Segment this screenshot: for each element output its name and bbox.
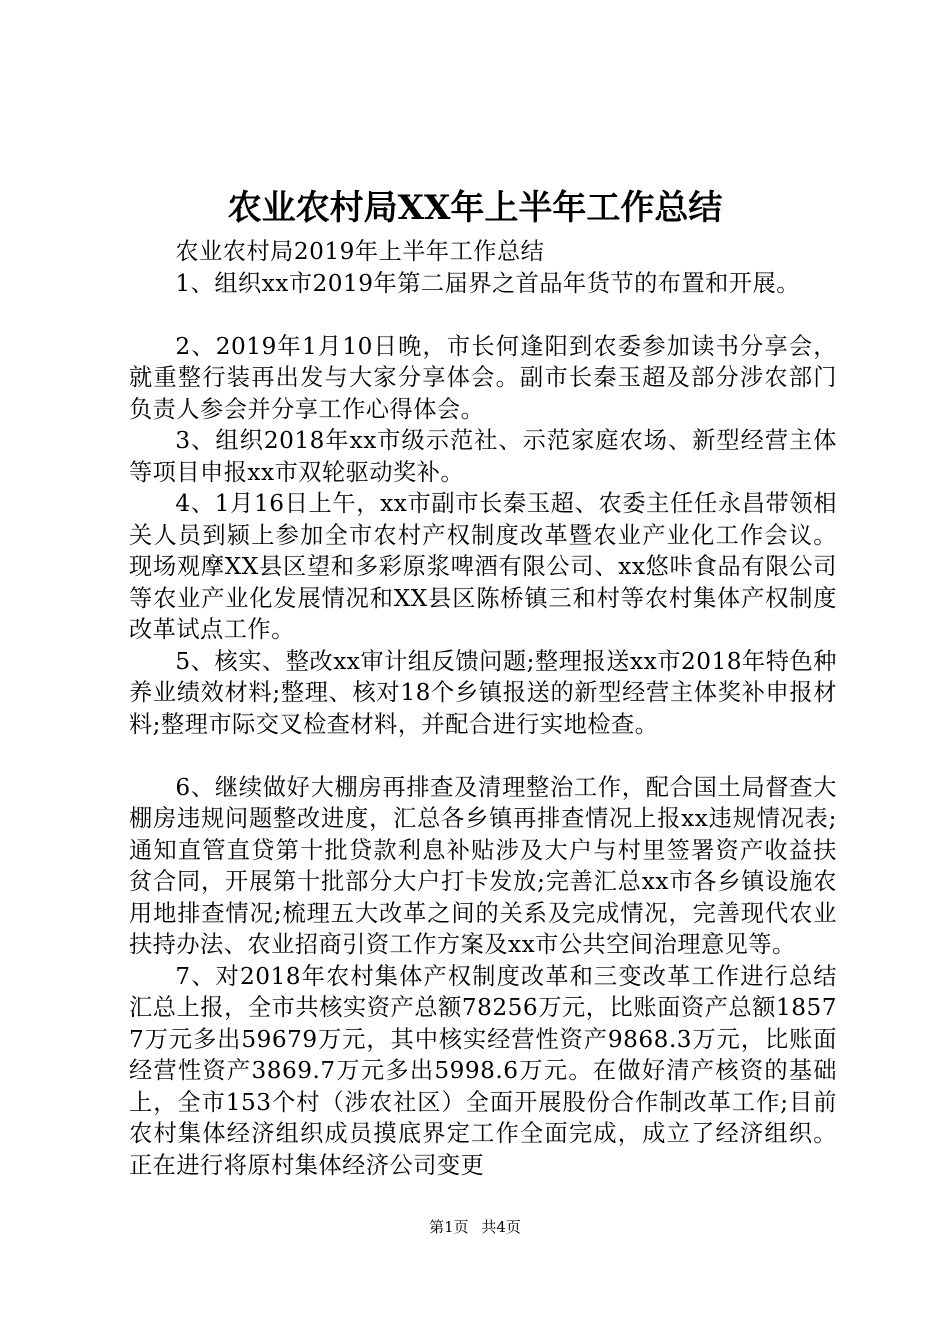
- paragraph-item-7: 7、对2018年农村集体产权制度改革和三变改革工作进行总结汇总上报，全市共核实资产总额78256万元，比账面资产总额18577万元多出59679万元，其中核实经营性资产9868.3万元，比账面经营性资产3869.7万元多出5998.6万元。在做好清产核资的基础上，全市153个村（涉农社区）全面开展股份合作制改革工作;目前农村集体经济组织成员摸底界定工作全面完成，成立了经济组织。正在进行将原村集体经济公司变更: [129, 962, 837, 1179]
- paragraph-item-2: 2、2019年1月10日晚，市长何逢阳到农委参加读书分享会，就重整行装再出发与大家分享体会。副市长秦玉超及部分涉农部门负责人参会并分享工作心得体会。: [129, 332, 837, 423]
- page-footer: [0, 1216, 950, 1238]
- paragraph-item-1: 1、组织xx市2019年第二届界之首品年货节的布置和开展。: [175, 269, 800, 297]
- paragraph-item-5: 5、核实、整改xx审计组反馈问题;整理报送xx市2018年特色种养业绩效材料;整理、核对18个乡镇报送的新型经营主体奖补申报材料;整理市际交叉检查材料，并配合进行实地检查。: [129, 647, 837, 738]
- page-total: 共4页: [481, 1218, 521, 1236]
- document-title: 农业农村局XX年上半年工作总结: [227, 188, 723, 228]
- paragraph-item-4: 4、1月16日上午，xx市副市长秦玉超、农委主任任永昌带领相关人员到颍上参加全市农村产权制度改革暨农业产业化工作会议。现场观摩XX县区望和多彩原浆啤酒有限公司、xx悠咔食品有限公司等农业产业化发展情况和XX县区陈桥镇三和村等农村集体产权制度改革试点工作。: [129, 490, 837, 643]
- paragraph-subtitle: 农业农村局2019年上半年工作总结: [175, 238, 545, 265]
- document-body: [129, 236, 837, 1181]
- paragraph-item-6: 6、继续做好大棚房再排查及清理整治工作，配合国土局督查大棚房违规问题整改进度，汇总各乡镇再排查情况上报xx违规情况表;通知直管直贷第十批贷款利息补贴涉及大户与村里签署资产收益扶贫合同，开展第十批部分大户打卡发放;完善汇总xx市各乡镇设施农用地排查情况;梳理五大改革之间的关系及完成情况，完善现代农业扶持办法、农业招商引资工作方案及xx市公共空间治理意见等。: [129, 773, 837, 958]
- page-number: 第1页: [429, 1218, 469, 1236]
- paragraph-item-3: 3、组织2018年xx市级示范社、示范家庭农场、新型经营主体等项目申报xx市双轮驱动奖补。: [129, 427, 837, 486]
